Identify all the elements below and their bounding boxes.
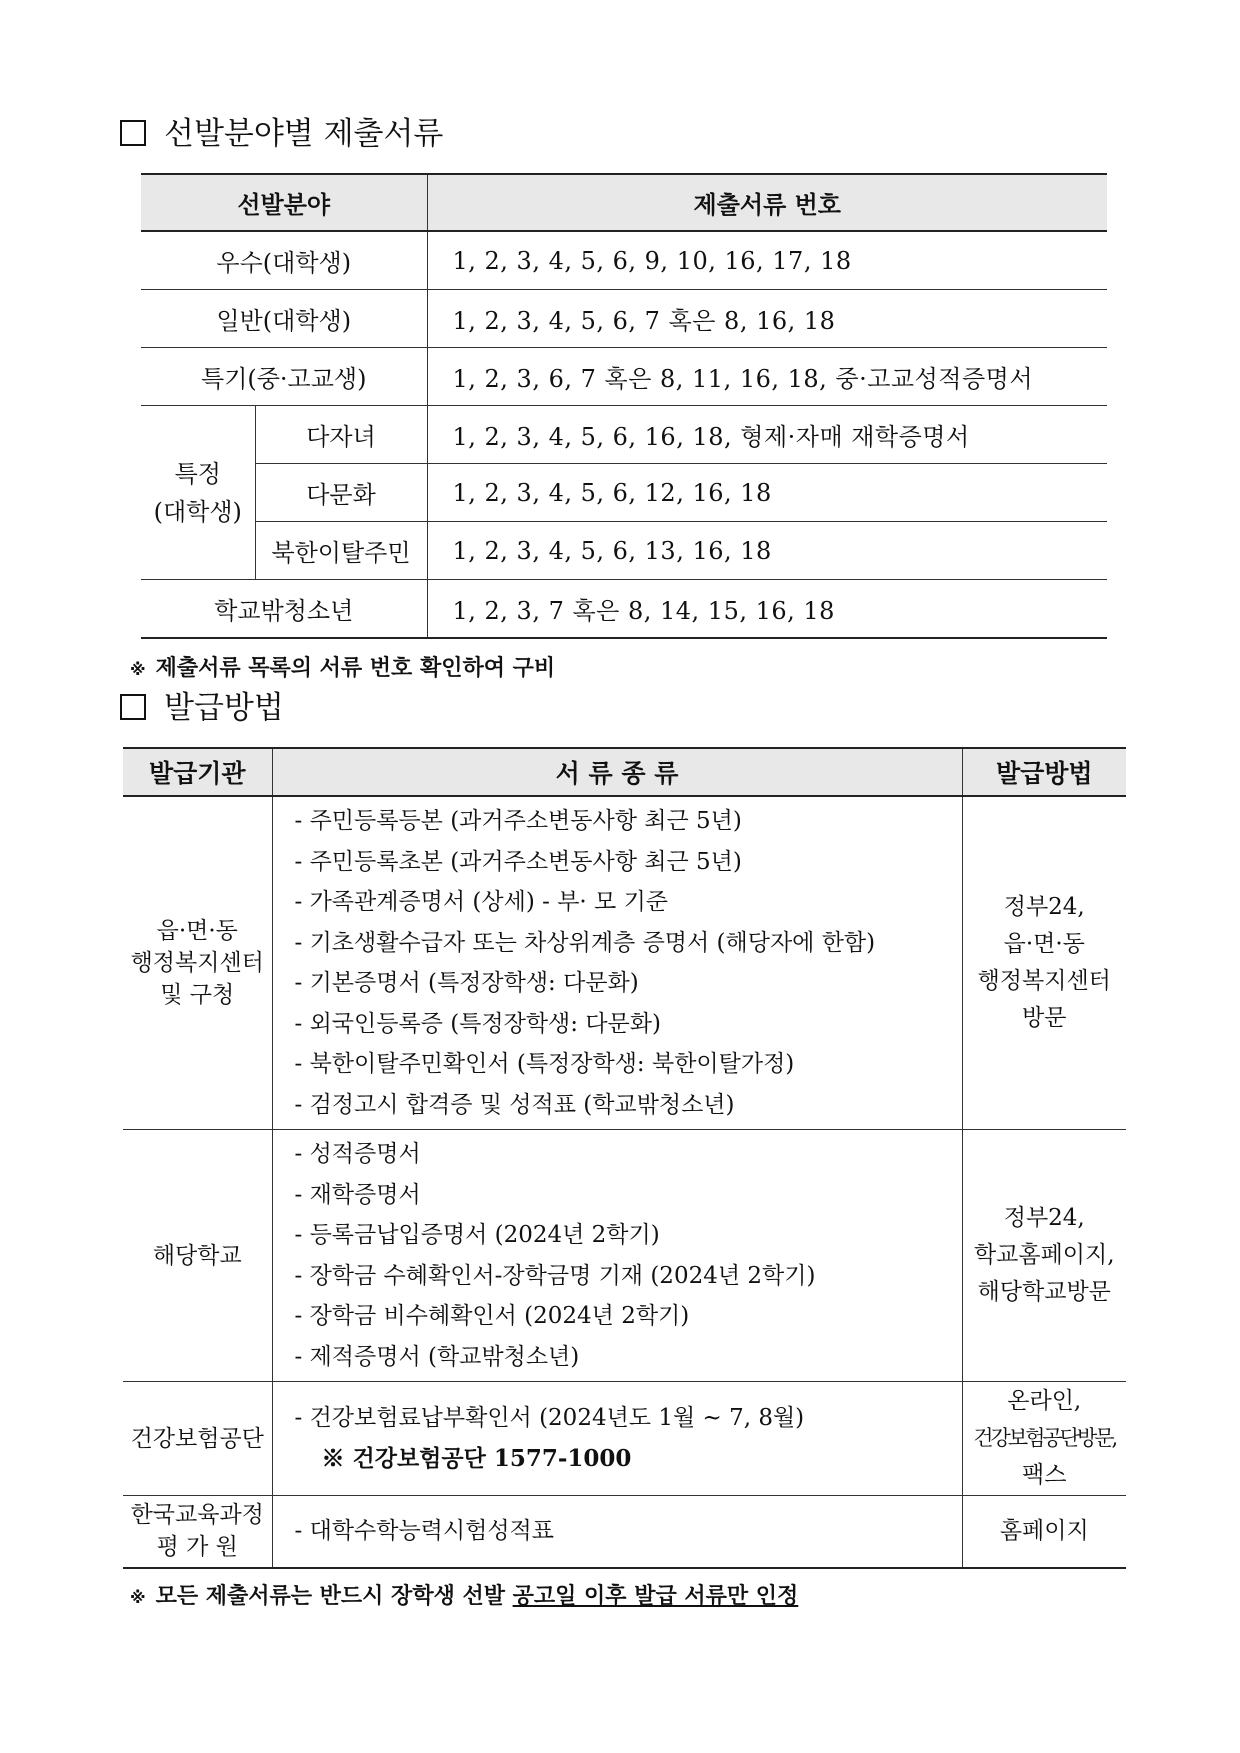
issuer-line: 평 가 원	[156, 1534, 238, 1561]
doc-numbers-cell: 1, 2, 3, 7 혹은 8, 14, 15, 16, 18	[427, 580, 1107, 639]
table-row	[141, 406, 1107, 464]
method-line: 홈페이지	[999, 1517, 1089, 1544]
issuer-cell	[123, 796, 272, 1130]
note-underlined-text: 공고일 이후 발급 서류만 인정	[512, 1584, 799, 1609]
method-cell	[962, 796, 1126, 1130]
doc-numbers-cell: 1, 2, 3, 4, 5, 6, 9, 10, 16, 17, 18	[427, 231, 1107, 290]
doc-item: - 북한이탈주민확인서 (특정장학생: 북한이탈가정)	[294, 1051, 795, 1077]
method-line: 정부24,	[1003, 894, 1085, 920]
issuer-cell	[123, 1130, 272, 1382]
doc-item: - 검정고시 합격증 및 성적표 (학교밖청소년)	[294, 1091, 735, 1118]
field-cell: 학교밖청소년	[141, 580, 427, 639]
doc-item: - 주민등록등본 (과거주소변동사항 최근 5년)	[294, 808, 742, 834]
doc-list-cell	[272, 1496, 962, 1568]
checkbox-square-icon	[120, 694, 146, 720]
doc-item: - 주민등록초본 (과거주소변동사항 최근 5년)	[294, 848, 742, 875]
doc-item: - 외국인등록증 (특정장학생: 다문화)	[294, 1010, 661, 1037]
doc-list-cell	[272, 1382, 962, 1496]
doc-numbers-cell: 1, 2, 3, 4, 5, 6, 12, 16, 18	[427, 464, 1107, 522]
field-cell: 북한이탈주민	[255, 522, 427, 580]
doc-item: - 등록금납입증명서 (2024년 2학기)	[294, 1222, 660, 1248]
doc-item: - 재학증명서	[294, 1181, 421, 1208]
method-line: 방문	[1022, 1005, 1067, 1031]
table-row	[141, 580, 1107, 639]
method-line: 팩스	[1022, 1462, 1067, 1488]
method-line: 학교홈페이지,	[973, 1242, 1115, 1268]
special-group-label-1: 특정	[174, 459, 221, 488]
header-doc-numbers: 제출서류 번호	[427, 174, 1107, 231]
table-row	[141, 231, 1107, 290]
issuer-cell	[123, 1382, 272, 1496]
doc-item: - 기초생활수급자 또는 차상위계층 증명서 (해당자에 한함)	[294, 929, 876, 956]
doc-item: - 건강보험료납부확인서 (2024년도 1월 ~ 7, 8월)	[294, 1405, 805, 1431]
section-heading-issuance	[120, 688, 284, 728]
field-cell: 다문화	[255, 464, 427, 522]
header-doc-types: 서 류 종 류	[272, 748, 962, 796]
doc-item: - 장학금 비수혜확인서 (2024년 2학기)	[294, 1303, 690, 1329]
issuer-cell	[123, 1496, 272, 1568]
issuer-line: 행정복지센터	[130, 950, 264, 976]
field-cell: 일반(대학생)	[141, 290, 427, 348]
doc-list-cell	[272, 1130, 962, 1382]
section-heading-selection-docs	[120, 114, 443, 154]
doc-item: - 성적증명서	[294, 1141, 421, 1167]
method-line: 정부24,	[1003, 1205, 1085, 1231]
issuer-line: 건강보험공단	[130, 1425, 264, 1452]
note-text: 모든 제출서류는 반드시 장학생 선발	[155, 1584, 513, 1609]
contact-note: ※ 건강보험공단 1577-1000	[321, 1444, 632, 1472]
doc-item: - 대학수학능력시험성적표	[294, 1518, 554, 1544]
method-line: 건강보험공단방문,	[973, 1426, 1116, 1450]
method-line: 읍·면·동	[1003, 931, 1085, 957]
doc-numbers-cell: 1, 2, 3, 4, 5, 6, 7 혹은 8, 16, 18	[427, 290, 1107, 348]
doc-item: - 제적증명서 (학교밖청소년)	[294, 1343, 580, 1370]
note-issuance-validity	[130, 1579, 798, 1610]
field-cell: 다자녀	[255, 406, 427, 464]
table-row	[123, 1496, 1126, 1568]
table-row	[141, 464, 1107, 522]
special-group-cell	[141, 406, 255, 580]
selection-docs-table	[141, 173, 1107, 639]
table-header-row	[141, 174, 1107, 231]
reference-mark-icon: ※	[130, 1588, 146, 1607]
table-row	[141, 522, 1107, 580]
reference-mark-icon: ※	[130, 660, 146, 679]
table-row	[141, 348, 1107, 406]
special-group-label-2: (대학생)	[153, 497, 242, 526]
doc-numbers-cell: 1, 2, 3, 4, 5, 6, 16, 18, 형제·자매 재학증명서	[427, 406, 1107, 464]
field-cell: 특기(중·고교생)	[141, 348, 427, 406]
header-method: 발급방법	[962, 748, 1126, 796]
doc-item: - 장학금 수혜확인서-장학금명 기재 (2024년 2학기)	[294, 1262, 816, 1289]
table-row	[123, 1382, 1126, 1496]
checkbox-square-icon	[120, 120, 146, 146]
header-field: 선발분야	[141, 174, 427, 231]
method-cell	[962, 1382, 1126, 1496]
section-title: 선발분야별 제출서류	[164, 116, 444, 152]
table-header-row	[123, 748, 1126, 796]
issuer-line: 해당학교	[152, 1242, 242, 1269]
issuance-table	[123, 747, 1126, 1569]
table-row	[123, 796, 1126, 1130]
table-row	[141, 290, 1107, 348]
method-line: 해당학교방문	[977, 1279, 1111, 1305]
doc-list-cell	[272, 796, 962, 1130]
method-line: 행정복지센터	[977, 968, 1111, 994]
field-cell: 우수(대학생)	[141, 231, 427, 290]
method-cell	[962, 1496, 1126, 1568]
doc-item: - 가족관계증명서 (상세) - 부· 모 기준	[294, 889, 669, 915]
method-line: 온라인,	[1007, 1388, 1082, 1414]
header-issuer: 발급기관	[123, 748, 272, 796]
note-doc-numbers	[130, 651, 555, 682]
issuer-line: 읍·면·동	[156, 918, 238, 944]
note-text: 제출서류 목록의 서류 번호 확인하여 구비	[155, 656, 556, 681]
doc-numbers-cell: 1, 2, 3, 4, 5, 6, 13, 16, 18	[427, 522, 1107, 580]
doc-numbers-cell: 1, 2, 3, 6, 7 혹은 8, 11, 16, 18, 중·고교성적증명서	[427, 348, 1107, 406]
section-title: 발급방법	[164, 690, 284, 726]
table-row	[123, 1130, 1126, 1382]
method-cell	[962, 1130, 1126, 1382]
issuer-line: 및 구청	[160, 982, 235, 1008]
issuer-line: 한국교육과정	[130, 1502, 264, 1529]
doc-item: - 기본증명서 (특정장학생: 다문화)	[294, 970, 639, 996]
